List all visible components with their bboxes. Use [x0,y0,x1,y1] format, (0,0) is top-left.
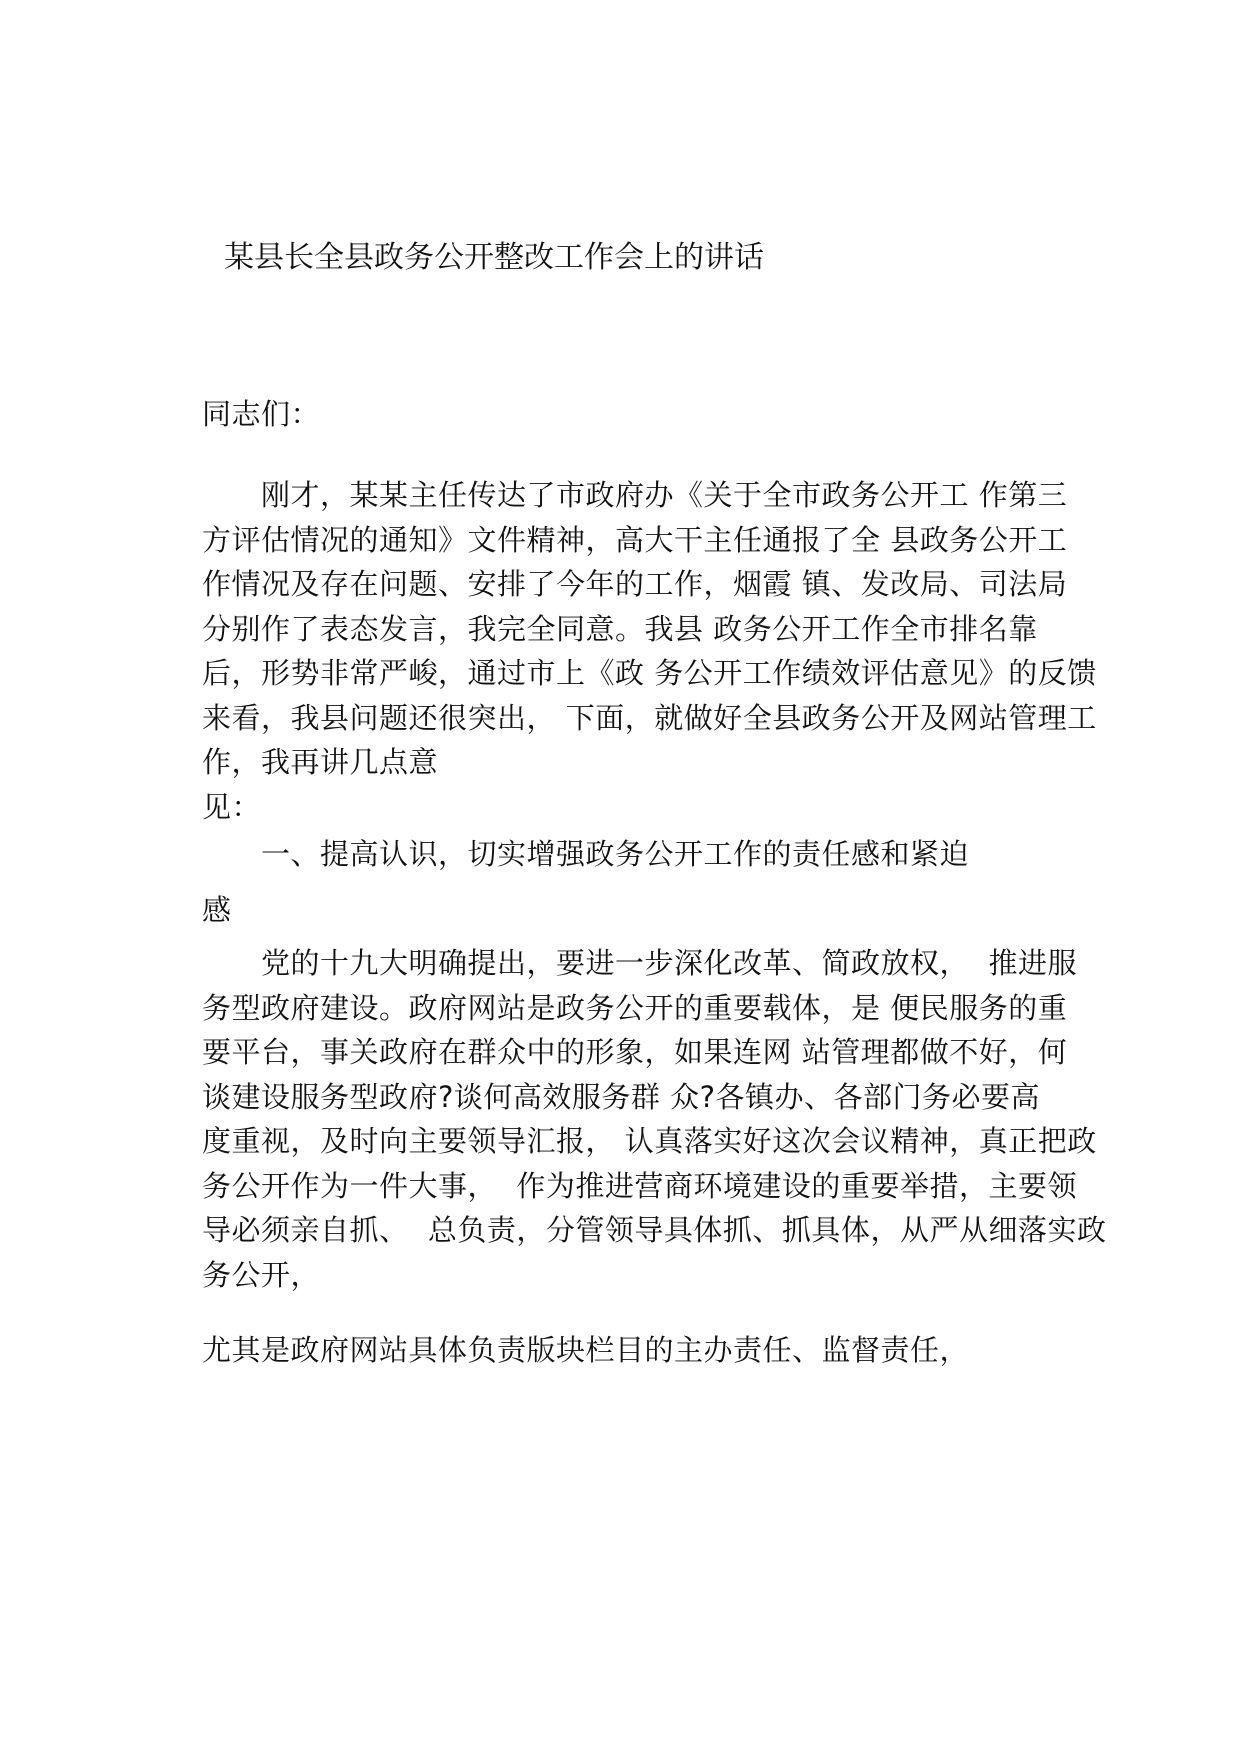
paragraph-line: 见： [202,790,262,824]
paragraph-line: 作，我再讲几点意 [202,745,439,779]
paragraph-3 [202,1328,1102,1373]
paragraph-line: 度重视，及时向主要领导汇报， 认真落实好这次会议精神，真正把政 [202,1124,1097,1158]
section-heading-text: 感 [202,893,232,927]
paragraph-line: 方评估情况的通知》文件精神，高大干主任通报了全 县政务公开工 [202,522,1068,557]
paragraph-line: 后，形势非常严峻，通过市上《政 务公开工作绩效评估意见》的反馈 [202,656,1097,690]
paragraph-line: 尤其是政府网站具体负责版块栏目的主办责任、监督责任， [202,1333,970,1367]
paragraph-line: 要平台，事关政府在群众中的形象，如果连网 站管理都做不好，何 [202,1035,1068,1069]
paragraph-2 [202,941,1107,1297]
section-heading-text: 一、提高认识，切实增强政务公开工作的责任感和紧迫 [202,837,970,871]
paragraph-line: 刚才，某某主任传达了市政府办《关于全市政务公开工 作第三 [202,478,1068,512]
paragraph-line: 来看，我县问题还很突出， 下面，就做好全县政务公开及网站管理工 [202,700,1097,735]
paragraph-line: 导必须亲自抓、 总负责，分管领导具体抓、抓具体，从严从细落实政 [202,1213,1107,1247]
paragraph-1-tail [202,785,1102,830]
paragraph-line: 作情况及存在问题、安排了今年的工作，烟霞 镇、发改局、司法局 [202,567,1068,601]
paragraph-1 [202,473,1102,785]
paragraph-line: 务型政府建设。政府网站是政务公开的重要载体，是 便民服务的重 [202,990,1068,1025]
salutation [202,392,1102,437]
paragraph-line: 务公开作为一件大事， 作为推进营商环境建设的重要举措，主要领 [202,1168,1077,1203]
paragraph-line: 党的十九大明确提出，要进一步深化改革、简政放权， 推进服 [202,946,1077,980]
section-1-heading-tail [202,888,1102,933]
paragraph-line: 务公开， [202,1257,321,1292]
paragraph-line: 谈建设服务型政府?谈何高效服务群 众?各镇办、各部门务必要高 [202,1079,1041,1114]
salutation-text: 同志们： [202,397,321,431]
section-1-heading [202,832,1102,877]
document-title: 某县长全县政务公开整改工作会上的讲话 [224,240,764,275]
paragraph-line: 分别作了表态发言，我完全同意。我县 政务公开工作全市排名靠 [202,611,1038,646]
